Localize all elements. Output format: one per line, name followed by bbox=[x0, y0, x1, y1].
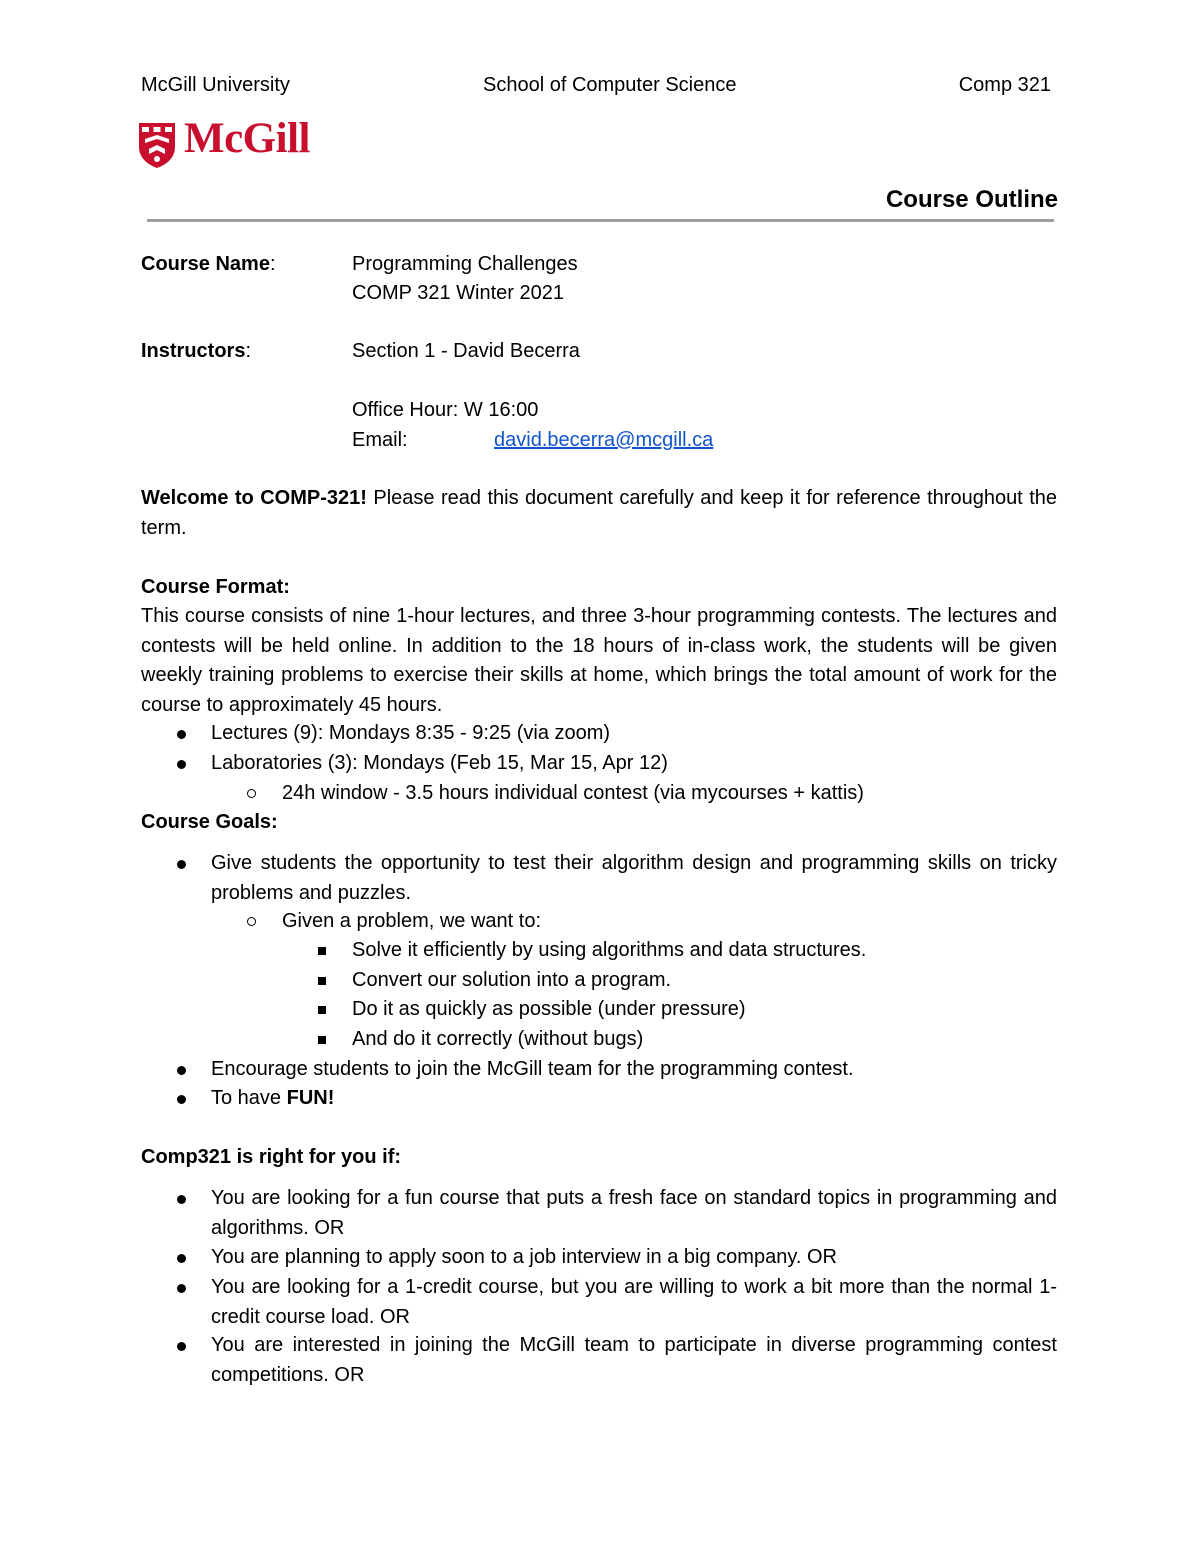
square-bullet-icon bbox=[318, 947, 326, 955]
goal-step-3: Do it as quickly as possible (under pressure) bbox=[352, 998, 746, 1020]
bullet-icon bbox=[177, 1095, 186, 1104]
crest-icon bbox=[137, 121, 177, 169]
welcome-paragraph: Welcome to COMP-321! Please read this document carefully and keep it for reference throughout the term. bbox=[141, 487, 1057, 539]
email-link[interactable]: david.becerra@mcgill.ca bbox=[494, 429, 714, 451]
format-sub-bullet: 24h window - 3.5 hours individual contest (via mycourses + kattis) bbox=[282, 782, 864, 804]
square-bullet-icon bbox=[318, 1036, 326, 1044]
bullet-icon bbox=[177, 1066, 186, 1075]
square-bullet-icon bbox=[318, 977, 326, 985]
logo-wordmark: McGill bbox=[184, 115, 310, 162]
bullet-icon bbox=[177, 760, 186, 769]
header-school: School of Computer Science bbox=[483, 74, 737, 96]
course-code-value: COMP 321 Winter 2021 bbox=[352, 282, 564, 304]
header-university: McGill University bbox=[141, 74, 290, 96]
sub-bullet-icon bbox=[247, 917, 256, 926]
bullet-icon bbox=[177, 1195, 186, 1204]
reason-bullet-2: You are planning to apply soon to a job interview in a big company. OR bbox=[211, 1246, 837, 1268]
format-bullet-lectures: Lectures (9): Mondays 8:35 - 9:25 (via zoom) bbox=[211, 722, 611, 744]
bullet-icon bbox=[177, 730, 186, 739]
bullet-icon bbox=[177, 1342, 186, 1351]
goal-bullet-2: Encourage students to join the McGill team for the programming contest. bbox=[211, 1058, 854, 1080]
goal-sub-bullet: Given a problem, we want to: bbox=[282, 910, 542, 932]
title-divider bbox=[147, 219, 1054, 222]
course-format-heading: Course Format: bbox=[141, 576, 290, 598]
instructors-label: Instructors: bbox=[141, 340, 252, 362]
course-name-value: Programming Challenges bbox=[352, 253, 578, 275]
reason-bullet-4: You are interested in joining the McGill team to participate in diverse programming contest competitions. OR bbox=[211, 1334, 1057, 1386]
bullet-icon bbox=[177, 860, 186, 869]
right-for-you-heading: Comp321 is right for you if: bbox=[141, 1146, 402, 1168]
course-name-label: Course Name: bbox=[141, 253, 276, 275]
course-goals-heading: Course Goals: bbox=[141, 811, 278, 833]
square-bullet-icon bbox=[318, 1006, 326, 1014]
email-label: Email: bbox=[352, 429, 408, 451]
office-hour: Office Hour: W 16:00 bbox=[352, 399, 539, 421]
course-format-text: This course consists of nine 1-hour lectures, and three 3-hour programming contests. The lectures and contests will be held online. In addition to the 18 hours of in-class work, the students will be given weekly training problems to exercise their skills at home, which brings the total amount of work for the course to approximately 45 hours. bbox=[141, 605, 1057, 716]
goal-step-2: Convert our solution into a program. bbox=[352, 969, 672, 991]
bullet-icon bbox=[177, 1284, 186, 1293]
instructor-section: Section 1 - David Becerra bbox=[352, 340, 580, 362]
bullet-icon bbox=[177, 1254, 186, 1263]
sub-bullet-icon bbox=[247, 789, 256, 798]
goal-step-1: Solve it efficiently by using algorithms and data structures. bbox=[352, 939, 867, 961]
goal-step-4: And do it correctly (without bugs) bbox=[352, 1028, 644, 1050]
format-bullet-labs: Laboratories (3): Mondays (Feb 15, Mar 15, Apr 12) bbox=[211, 752, 668, 774]
mcgill-logo bbox=[137, 115, 337, 170]
goal-bullet-3: To have FUN! bbox=[211, 1087, 335, 1109]
goal-bullet-1: Give students the opportunity to test their algorithm design and programming skills on tricky problems and puzzles. bbox=[211, 852, 1057, 904]
reason-bullet-1: You are looking for a fun course that puts a fresh face on standard topics in programming and algorithms. OR bbox=[211, 1187, 1057, 1239]
reason-bullet-3: You are looking for a 1-credit course, but you are willing to work a bit more than the normal 1-credit course load. OR bbox=[211, 1276, 1057, 1328]
header-course: Comp 321 bbox=[958, 74, 1051, 96]
page-title: Course Outline bbox=[885, 186, 1058, 213]
